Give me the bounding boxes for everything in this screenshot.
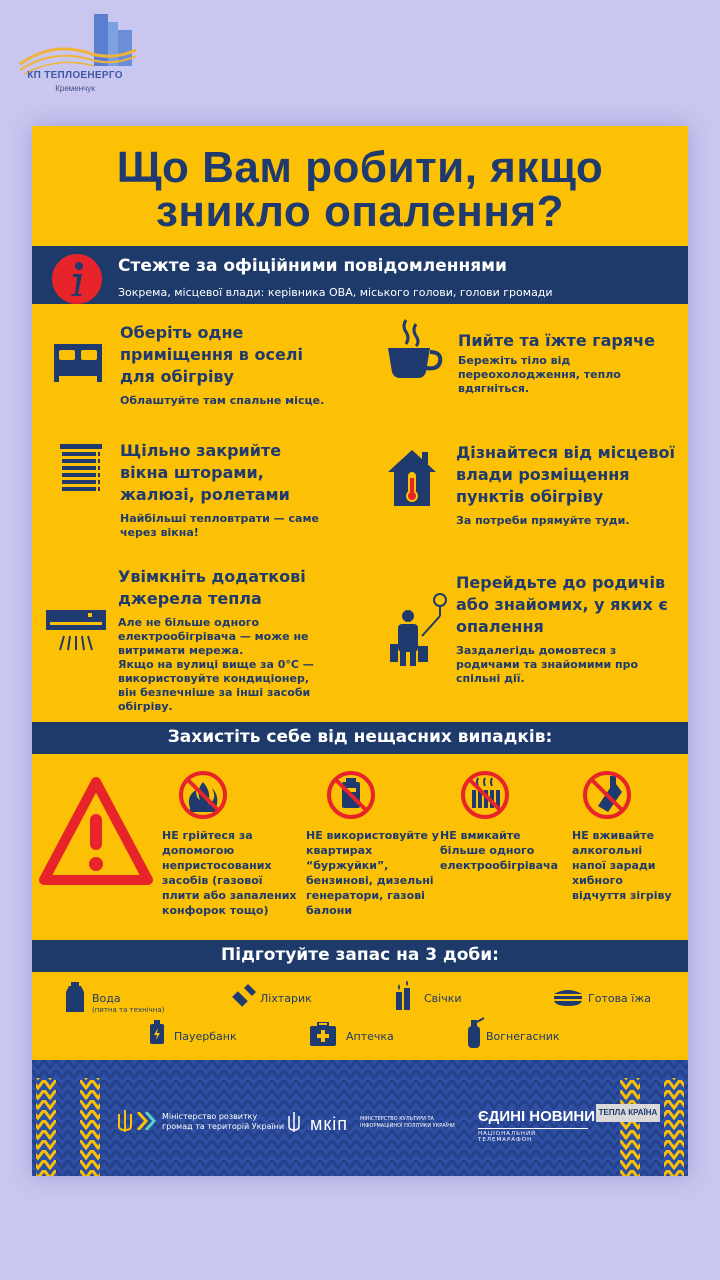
tip-relatives: Перейдьте до родичів або знайомих, у яких є опалення Заздалегідь домовтеся з родичами та знайомими про спільні дії. xyxy=(456,573,668,685)
united-news-logo: ЄДИНІ НОВИНИ xyxy=(478,1108,596,1125)
official-notice-band xyxy=(32,246,688,304)
ministry-chevron-icon xyxy=(136,1112,156,1130)
no-alcohol-icon xyxy=(582,770,632,820)
first-aid-icon xyxy=(310,1022,336,1046)
extinguisher-icon xyxy=(462,1016,486,1048)
supplies-title: Підготуйте запас на 3 доби: xyxy=(221,945,499,965)
flashlight-icon xyxy=(232,982,258,1008)
no-heater-icon xyxy=(460,770,510,820)
page-title: Що Вам робити, якщо зникло опалення? xyxy=(116,143,604,236)
tip-extra-heat: Увімкніть додаткові джерела тепла Але не більше одного електрообігрівача — може не витримати мережа. Якщо на вулиці вище за 0°C — використовуйте кондиціонер, він безпечніше за інші засоби обігріву. xyxy=(118,567,314,713)
air-conditioner-icon xyxy=(44,608,108,656)
house-thermometer-icon xyxy=(386,446,438,508)
org-city: Кременчук xyxy=(55,84,95,93)
official-notice-title: Стежте за офіційними повідомленнями xyxy=(118,256,507,276)
trident-icon xyxy=(118,1110,132,1132)
tip-hot-food: Пийте та їжте гаряче Бережіть тіло від переохолодження, тепло вдягніться. xyxy=(458,331,655,395)
warning-no-generator: НЕ використовуйте у квартирах “буржуйки”, бензинові, дизельні генератори, газові балони xyxy=(306,829,439,917)
warning-no-gas: НЕ грійтеся за допомогою непристосованих засобів (газової плити або запалених конфорок тощо) xyxy=(162,829,297,917)
united-news-subtitle: НАЦІОНАЛЬНИЙ ТЕЛЕМАРАФОН xyxy=(478,1128,588,1143)
official-notice-subtitle: Зокрема, місцевої влади: керівника ОВА, міського голови, голови громади xyxy=(118,286,553,299)
ministry-culture-name: МІНІСТЕРСТВО КУЛЬТУРИ ТА ІНФОРМАЦІЙНОЇ ПОЛІТИКИ УКРАЇНИ xyxy=(360,1116,455,1129)
footer-knit xyxy=(32,1060,688,1176)
info-icon xyxy=(50,252,104,306)
protect-band xyxy=(32,722,688,754)
candles-icon xyxy=(394,980,416,1010)
warning-triangle-icon xyxy=(38,774,154,890)
no-gas-flame-icon xyxy=(178,770,228,820)
infographic-poster xyxy=(32,126,688,1176)
hot-cup-icon xyxy=(384,316,444,382)
trident-icon-2 xyxy=(288,1112,300,1132)
supply-flashlight: Ліхтарик xyxy=(260,992,312,1005)
ministry-development-name: Міністерство розвитку громад та територій України xyxy=(162,1112,285,1131)
water-bottle-icon xyxy=(64,982,86,1014)
warning-no-multiple-heaters: НЕ вмикайте більше одного електрообігрівача xyxy=(440,829,559,872)
blinds-icon xyxy=(58,442,104,492)
powerbank-icon xyxy=(146,1020,170,1046)
supply-candles: Свічки xyxy=(424,992,462,1005)
org-name: КП ТЕПЛОЕНЕРГО xyxy=(27,70,123,81)
no-generator-icon xyxy=(326,770,376,820)
tip-one-room: Оберіть одне приміщення в оселі для обігріву Облаштуйте там спальне місце. xyxy=(120,323,325,407)
warning-no-alcohol: НЕ вживайте алкогольні напої заради хибного відчуття зігріву xyxy=(572,829,672,902)
supply-first-aid: Аптечка xyxy=(346,1030,394,1043)
tip-close-windows: Щільно закрийте вікна шторами, жалюзі, ролетами Найбільші тепловтрати — саме через вікна! xyxy=(120,441,319,539)
food-icon xyxy=(552,988,584,1006)
supply-extinguisher: Вогнегасник xyxy=(486,1030,560,1043)
supply-powerbank: Пауербанк xyxy=(174,1030,237,1043)
bed-icon xyxy=(52,342,104,384)
supply-water: Вода (питна та технічна) xyxy=(92,992,165,1014)
mkip-logo: мкіп xyxy=(310,1114,348,1134)
tip-warming-points: Дізнайтеся від місцевої влади розміщення пунктів обігріву За потреби прямуйте туди. xyxy=(456,443,676,527)
supplies-band xyxy=(32,940,688,972)
warm-country-badge: ТЕПЛА КРАЇНА xyxy=(596,1104,660,1122)
traveler-icon xyxy=(388,590,452,668)
protect-title: Захистіть себе від нещасних випадків: xyxy=(167,727,553,747)
supply-food: Готова їжа xyxy=(588,992,652,1005)
